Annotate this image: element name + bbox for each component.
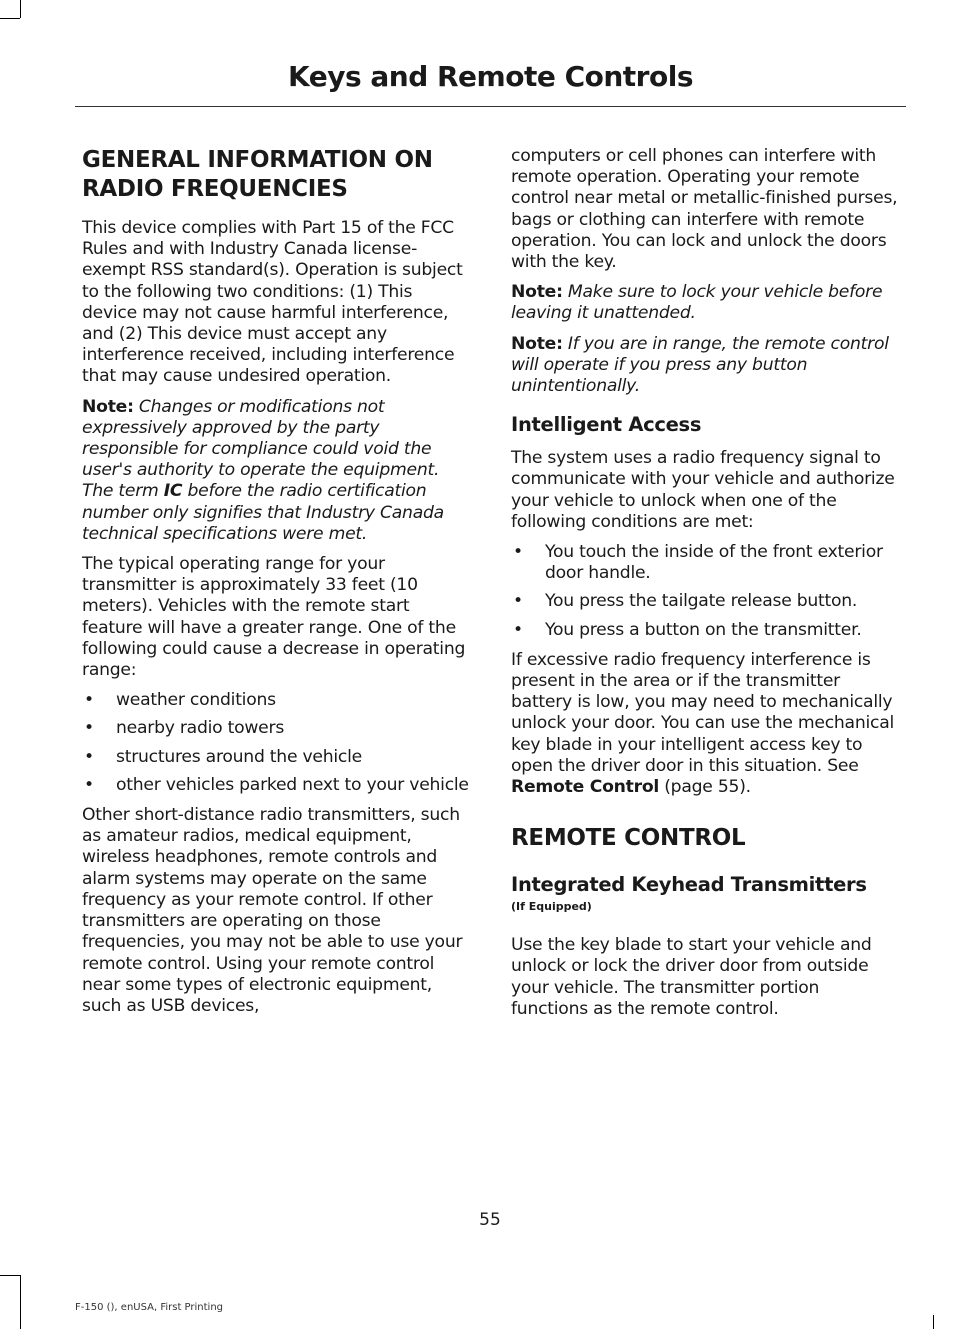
fcc-paragraph: This device complies with Part 15 of the FCC Rules and with Industry Canada license-exempt RSS standard(s). Operation is subject to the following two conditions: (1) This device may not cause harmful interference, and (2) This device must accept any interference received, including interference that may cause undesired operation. <box>82 218 463 387</box>
left-column <box>82 146 470 1026</box>
section-heading-radio-frequencies: GENERAL INFORMATION ON RADIO FREQUENCIES <box>82 147 433 202</box>
keyhead-paragraph: Use the key blade to start your vehicle and unlock or lock the driver door from outside your vehicle. The transmitter portion functions as the remote control. <box>511 935 872 1019</box>
note-text: Make sure to lock your vehicle before leaving it unattended. <box>511 282 883 324</box>
list-item: • weather conditions <box>84 690 276 711</box>
range-factors-list <box>82 690 470 796</box>
list-item: • You touch the inside of the front exterior door handle. <box>513 542 883 584</box>
note-modifications <box>82 397 470 545</box>
list-item: • You press the tailgate release button. <box>513 591 858 612</box>
note-label: Note: <box>511 333 563 354</box>
subheading-integrated-keyhead: Integrated Keyhead Transmitters <box>511 873 867 897</box>
interference-paragraph: Other short-distance radio transmitters, such as amateur radios, medical equipment, wireless headphones, remote controls and alarm systems may operate on the same frequency as your remote control. If other transmitters are operating on those frequencies, you may not be able to use your remote control. Using your remote control near some types of electronic equipment, such as USB devices, <box>82 805 463 1016</box>
note-lock-vehicle <box>511 282 899 324</box>
section-heading-remote-control: REMOTE CONTROL <box>511 825 746 852</box>
intelligent-access-paragraph: The system uses a radio frequency signal to communicate with your vehicle and authorize your vehicle to unlock when one of the following conditions are met: <box>511 448 895 532</box>
remote-control-link[interactable]: Remote Control <box>511 777 660 798</box>
note-label: Note: <box>82 396 134 417</box>
note-text: before the radio certification number only signifies that Industry Canada technical specifications were met. <box>82 481 444 544</box>
page-title: Keys and Remote Controls <box>288 60 693 93</box>
crop-mark <box>20 0 21 18</box>
footer-text: F-150 (), enUSA, First Printing <box>75 1302 224 1313</box>
range-paragraph: The typical operating range for your transmitter is approximately 33 feet (10 meters). Vehicles with the remote start feature will have a greater range. One of the following could cause a decrease in operating range: <box>82 554 466 681</box>
note-label: Note: <box>511 282 563 303</box>
note-text: If you are in range, the remote control will operate if you press any button unintentionally. <box>511 333 889 397</box>
list-item: • nearby radio towers <box>84 718 285 739</box>
list-item: • structures around the vehicle <box>84 746 362 767</box>
title-divider <box>75 106 906 107</box>
note-text: Changes or modifications not expressively approved by the party responsible for compliance could void the user's authority to operate the equipment. The term <box>82 396 440 502</box>
crop-mark <box>933 1315 934 1329</box>
if-equipped-label: (If Equipped) <box>511 900 592 914</box>
crop-mark <box>20 1275 21 1329</box>
unlock-conditions-list <box>511 542 899 641</box>
page-number: 55 <box>479 1210 501 1230</box>
interference-continued: computers or cell phones can interfere with remote operation. Operating your remote control near metal or metallic-finished purses, bags or clothing can interfere with remote operation. You can lock and unlock the doors with the key. <box>511 146 898 273</box>
crop-mark <box>0 18 20 19</box>
mechanical-unlock-paragraph: If excessive radio frequency interference is present in the area or if the transmitter battery is low, you may need to mechanically unlock your door. You can use the mechanical key blade in your intelligent access key to open the driver door in this situation. See Remote Control (page 55). <box>511 649 895 798</box>
list-item: • other vehicles parked next to your vehicle <box>84 774 469 795</box>
subheading-intelligent-access: Intelligent Access <box>511 413 702 437</box>
right-column <box>511 146 899 1029</box>
crop-mark <box>0 1275 20 1276</box>
note-in-range <box>511 334 899 398</box>
list-item: • You press a button on the transmitter. <box>513 619 862 640</box>
note-ic-term: IC <box>163 481 183 502</box>
